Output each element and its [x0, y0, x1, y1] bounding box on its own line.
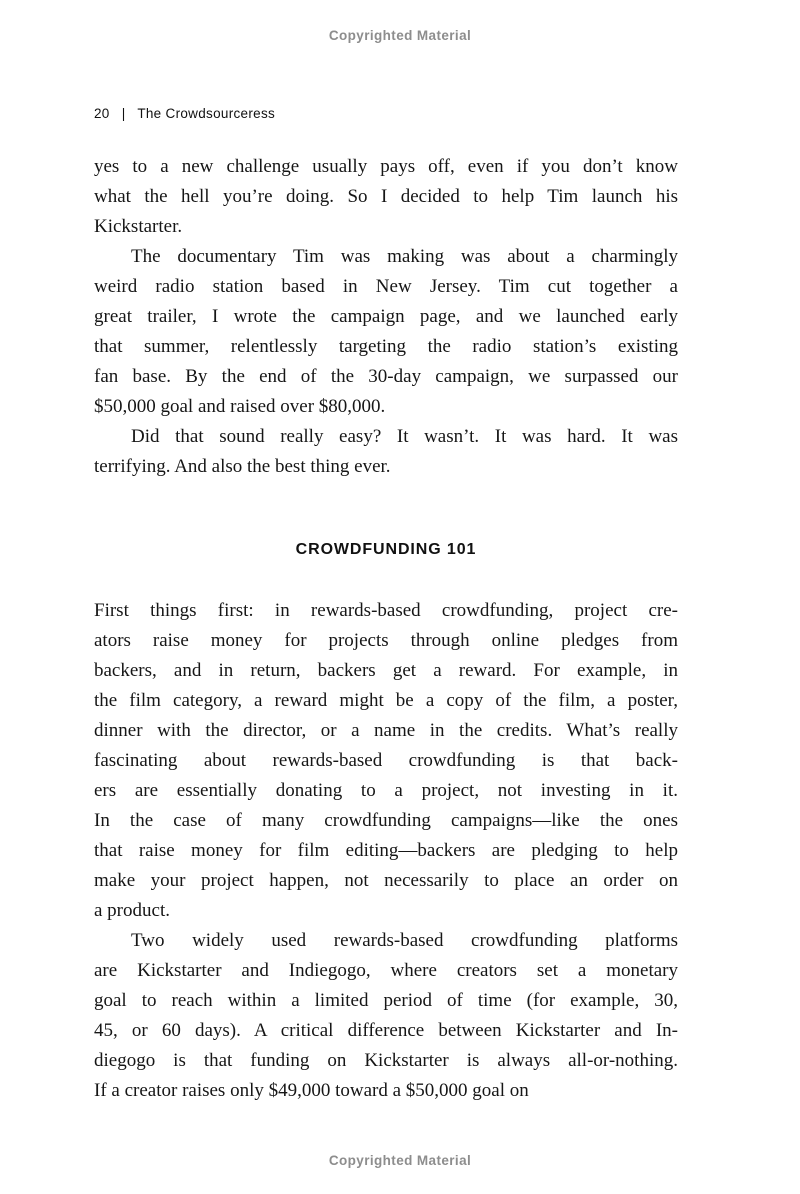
- text-line: fan base. By the end of the 30-day campaign, we surpassed our: [94, 366, 678, 387]
- text-line: fascinating about rewards-based crowdfunding is that back-: [94, 750, 678, 771]
- text-line: the film category, a reward might be a copy of the film, a poster,: [94, 690, 678, 711]
- paragraph: [94, 422, 678, 482]
- text-line: are Kickstarter and Indiegogo, where creators set a monetary: [94, 960, 678, 981]
- text-line: backers, and in return, backers get a reward. For example, in: [94, 660, 678, 681]
- text-line: diegogo is that funding on Kickstarter is always all-or-nothing.: [94, 1050, 678, 1071]
- text-line: dinner with the director, or a name in the credits. What’s really: [94, 720, 678, 741]
- text-line: make your project happen, not necessarily to place an order on: [94, 870, 678, 891]
- body-content: [94, 152, 678, 1106]
- text-line: Did that sound really easy? It wasn’t. It was hard. It was: [131, 426, 678, 447]
- text-line: great trailer, I wrote the campaign page, and we launched early: [94, 306, 678, 327]
- section-heading: CROWDFUNDING 101: [295, 541, 477, 558]
- book-title: The Crowdsourceress: [137, 106, 276, 121]
- text-line: If a creator raises only $49,000 toward a $50,000 goal on: [94, 1080, 529, 1101]
- text-line: Two widely used rewards-based crowdfunding platforms: [131, 930, 678, 951]
- text-line: ers are essentially donating to a project, not investing in it.: [94, 780, 678, 801]
- text-line: Kickstarter.: [94, 216, 183, 237]
- text-line: The documentary Tim was making was about a charmingly: [131, 246, 678, 267]
- text-line: that summer, relentlessly targeting the radio station’s existing: [94, 336, 678, 357]
- running-header: [94, 106, 275, 121]
- paragraph: [94, 242, 678, 422]
- text-line: terrifying. And also the best thing ever.: [94, 456, 391, 477]
- text-line: what the hell you’re doing. So I decided to help Tim launch his: [94, 186, 678, 207]
- copyright-notice-top: Copyrighted Material: [328, 28, 472, 43]
- text-line: First things first: in rewards-based crowdfunding, project cre-: [94, 600, 678, 621]
- paragraph: [94, 152, 678, 242]
- text-line: 45, or 60 days). A critical difference between Kickstarter and In-: [94, 1020, 678, 1041]
- paragraph: [94, 926, 678, 1106]
- page-number: 20: [94, 106, 110, 121]
- paragraph: [94, 596, 678, 926]
- text-line: a product.: [94, 900, 170, 921]
- text-line: weird radio station based in New Jersey. Tim cut together a: [94, 276, 678, 297]
- copyright-notice-bottom: Copyrighted Material: [328, 1153, 472, 1168]
- text-line: ators raise money for projects through online pledges from: [94, 630, 678, 651]
- header-separator: |: [121, 106, 126, 121]
- text-line: $50,000 goal and raised over $80,000.: [94, 396, 386, 417]
- text-line: In the case of many crowdfunding campaigns—like the ones: [94, 810, 678, 831]
- text-line: that raise money for film editing—backers are pledging to help: [94, 840, 678, 861]
- text-line: goal to reach within a limited period of time (for example, 30,: [94, 990, 678, 1011]
- text-line: yes to a new challenge usually pays off, even if you don’t know: [94, 156, 678, 177]
